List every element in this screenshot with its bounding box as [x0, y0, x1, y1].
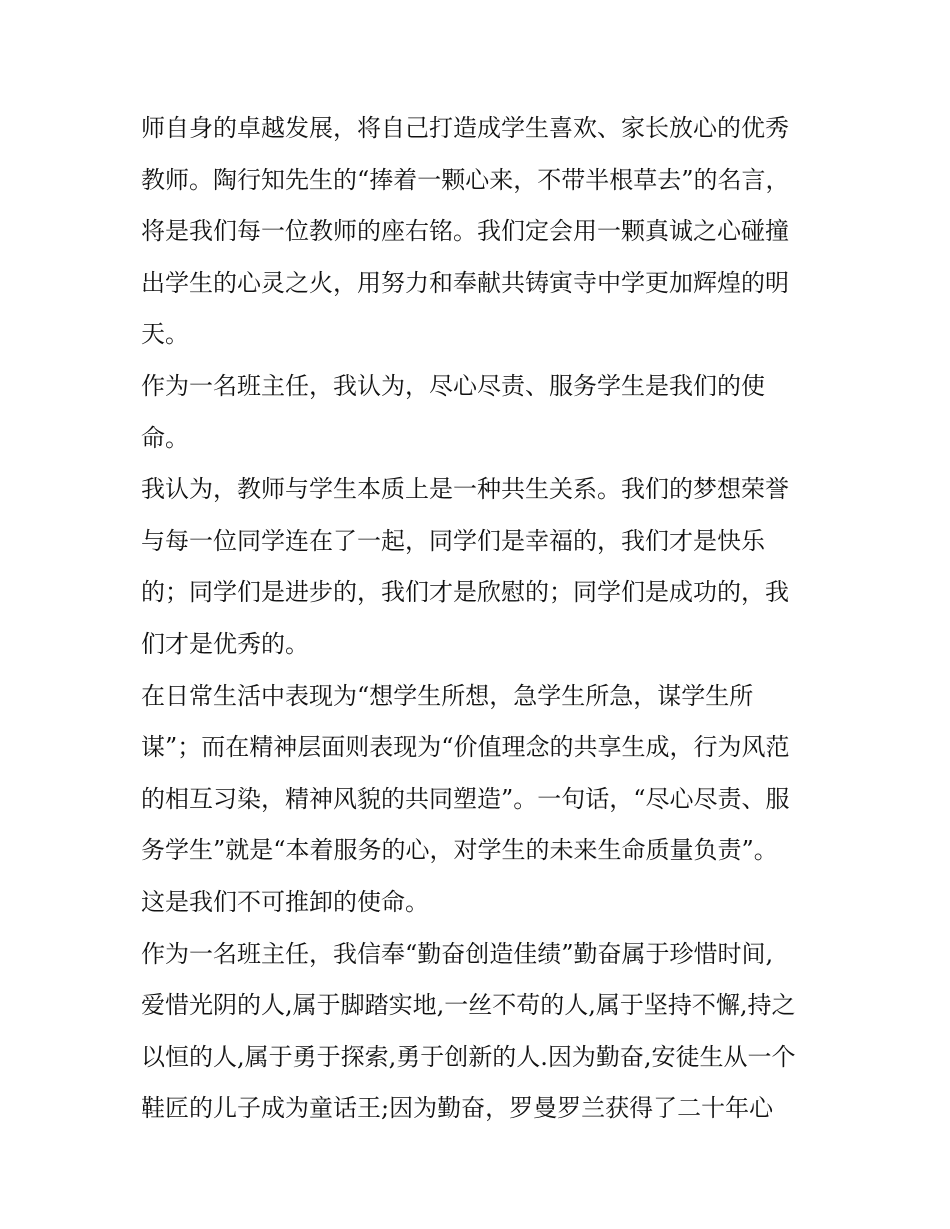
text-line: 这是我们不可推卸的使命。	[141, 887, 429, 916]
text-line: 将是我们每一位教师的座右铭。我们定会用一颗真诚之心碰撞	[141, 217, 789, 246]
text-line: 我认为，教师与学生本质上是一种共生关系。我们的梦想荣誉	[141, 475, 789, 504]
text-line: 爱惜光阴的人,属于脚踏实地,一丝不苟的人,属于坚持不懈,持之	[141, 991, 796, 1020]
text-line: 务学生”就是“本着服务的心，对学生的未来生命质量负责”。	[141, 836, 778, 865]
text-line: 作为一名班主任，我信奉“勤奋创造佳绩”勤奋属于珍惜时间,	[141, 939, 774, 968]
text-line: 们才是优秀的。	[141, 629, 309, 658]
text-line: 教师。陶行知先生的“捧着一颗心来，不带半根草去”的名言，	[141, 165, 790, 194]
text-line: 出学生的心灵之火，用努力和奉献共铸寅寺中学更加辉煌的明	[141, 268, 789, 297]
document-body	[141, 103, 821, 1135]
text-line: 命。	[141, 423, 189, 452]
text-line: 师自身的卓越发展，将自己打造成学生喜欢、家长放心的优秀	[141, 114, 789, 142]
text-line: 以恒的人,属于勇于探索,勇于创新的人.因为勤奋,安徒生从一个	[141, 1042, 796, 1071]
text-line: 作为一名班主任，我认为，尽心尽责、服务学生是我们的使	[141, 371, 765, 400]
text-line: 谋”；而在精神层面则表现为“价值理念的共享生成，行为风范	[141, 733, 790, 762]
text-line: 天。	[141, 320, 189, 349]
text-line: 的；同学们是进步的，我们才是欣慰的；同学们是成功的，我	[141, 578, 789, 607]
text-line: 的相互习染，精神风貌的共同塑造”。一句话，“尽心尽责、服	[141, 784, 790, 813]
text-line: 在日常生活中表现为“想学生所想，急学生所急，谋学生所	[141, 681, 754, 710]
text-line: 与每一位同学连在了一起，同学们是幸福的，我们才是快乐	[141, 526, 765, 555]
text-line: 鞋匠的儿子成为童话王;因为勤奋，罗曼罗兰获得了二十年心	[141, 1094, 774, 1123]
